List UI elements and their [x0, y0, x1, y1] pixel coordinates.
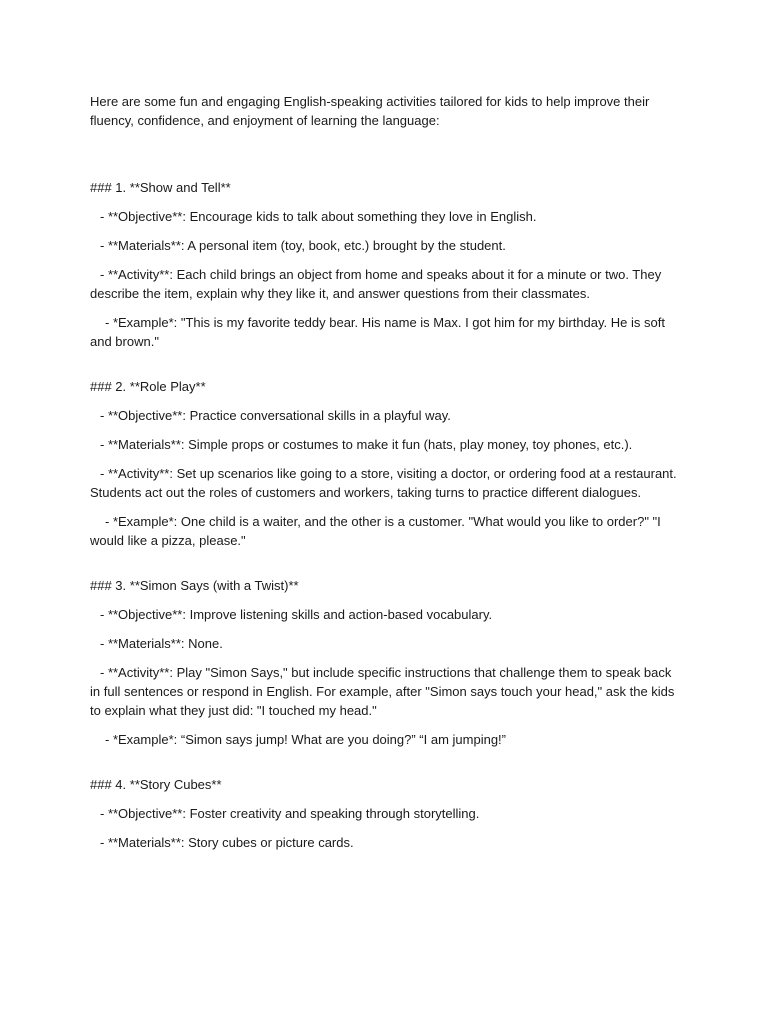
- activity-line: - **Activity**: Set up scenarios like going to a store, visiting a doctor, or ordering food at a restaurant. Students act out the roles of customers and workers, taking turns to practice different dialogues.: [90, 466, 677, 500]
- example-line: - *Example*: “Simon says jump! What are you doing?” “I am jumping!”: [105, 732, 506, 747]
- section-role-play: [90, 377, 680, 550]
- section-show-and-tell: [90, 178, 680, 351]
- materials-line: - **Materials**: A personal item (toy, book, etc.) brought by the student.: [100, 238, 506, 253]
- section-story-cubes: [90, 775, 680, 852]
- section-heading: ### 4. **Story Cubes**: [90, 777, 222, 792]
- activity-line: - **Activity**: Each child brings an object from home and speaks about it for a minute or two. They describe the item, explain why they like it, and answer questions from their classmates.: [90, 267, 662, 301]
- document-page: [90, 92, 680, 862]
- activity-line: - **Activity**: Play "Simon Says," but include specific instructions that challenge them to speak back in full sentences or respond in English. For example, after "Simon says touch your head," ask the kids to explain what they just did: "I touched my head.": [90, 665, 675, 718]
- materials-line: - **Materials**: None.: [100, 636, 223, 651]
- objective-line: - **Objective**: Improve listening skills and action-based vocabulary.: [100, 607, 493, 622]
- materials-line: - **Materials**: Story cubes or picture cards.: [100, 835, 354, 850]
- section-heading: ### 3. **Simon Says (with a Twist)**: [90, 578, 299, 593]
- intro-paragraph: Here are some fun and engaging English-speaking activities tailored for kids to help improve their fluency, confidence, and enjoyment of learning the language:: [90, 94, 650, 128]
- section-heading: ### 2. **Role Play**: [90, 379, 206, 394]
- objective-line: - **Objective**: Foster creativity and speaking through storytelling.: [100, 806, 480, 821]
- materials-line: - **Materials**: Simple props or costumes to make it fun (hats, play money, toy phones, etc.).: [100, 437, 633, 452]
- section-simon-says: [90, 576, 680, 749]
- section-heading: ### 1. **Show and Tell**: [90, 180, 231, 195]
- objective-line: - **Objective**: Encourage kids to talk about something they love in English.: [100, 209, 537, 224]
- example-line: - *Example*: One child is a waiter, and the other is a customer. "What would you like to order?" "I would like a pizza, please.": [90, 514, 661, 548]
- objective-line: - **Objective**: Practice conversational skills in a playful way.: [100, 408, 451, 423]
- example-line: - *Example*: "This is my favorite teddy bear. His name is Max. I got him for my birthday. He is soft and brown.": [90, 315, 665, 349]
